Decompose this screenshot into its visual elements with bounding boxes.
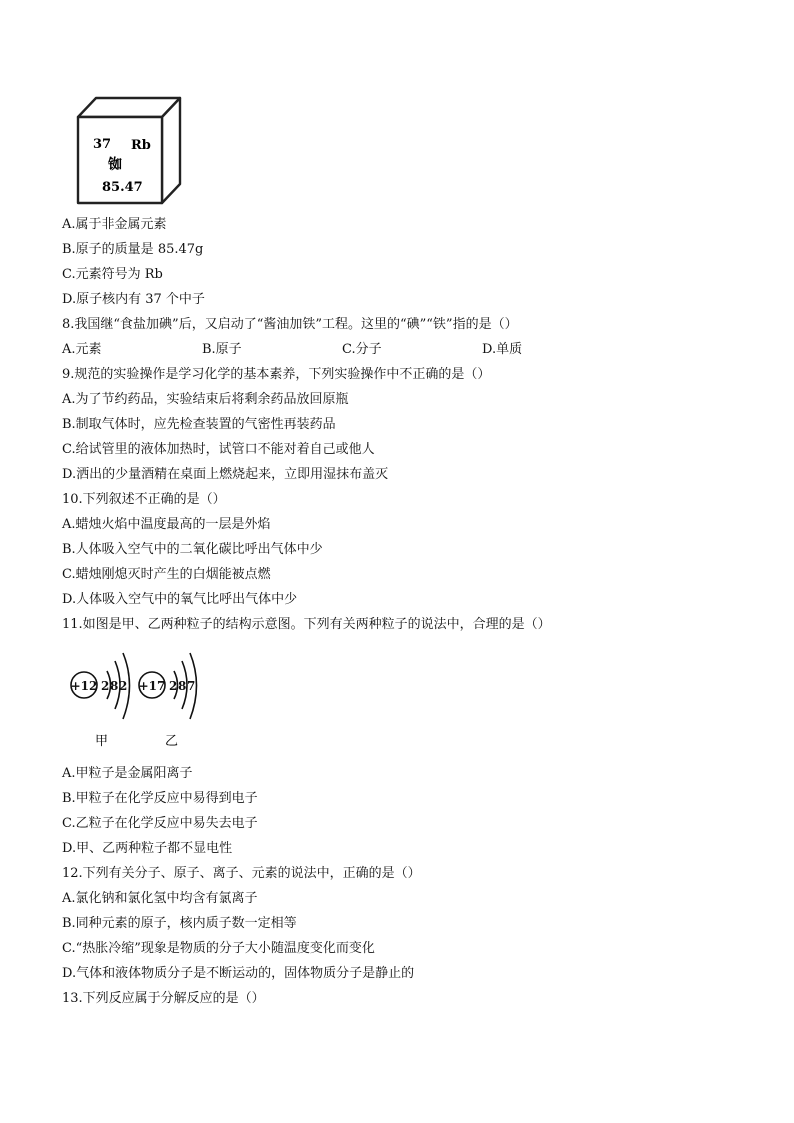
q9-option-b: B.制取气体时，应先检查装置的气密性再装药品 <box>62 417 336 432</box>
particle-structure-diagram <box>62 645 222 755</box>
q7-option-a: A.属于非金属元素 <box>62 217 167 232</box>
particle-jia-label: 甲 <box>95 734 109 749</box>
q10-stem: 10.下列叙述不正确的是（） <box>62 492 226 507</box>
q12-option-c: C.“热胀冷缩”现象是物质的分子大小随温度变化而变化 <box>62 941 375 956</box>
q11-option-d: D.甲、乙两种粒子都不显电性 <box>62 841 233 856</box>
q8-option-a: A.元素 <box>62 342 102 357</box>
q12-option-b: B.同种元素的原子，核内质子数一定相等 <box>62 916 297 931</box>
q9-option-a: A.为了节约药品，实验结束后将剩余药品放回原瓶 <box>62 392 349 407</box>
q9-option-d: D.洒出的少量酒精在桌面上燃烧起来，立即用湿抹布盖灭 <box>62 467 389 482</box>
q11-option-a: A.甲粒子是金属阳离子 <box>62 766 193 781</box>
q7-option-d: D.原子核内有 37 个中子 <box>62 292 205 307</box>
element-symbol: Rb <box>131 138 151 153</box>
q11-option-b: B.甲粒子在化学反应中易得到电子 <box>62 791 258 806</box>
particle-yi-electron-2: 8 <box>178 679 187 693</box>
q9-stem: 9.规范的实验操作是学习化学的基本素养，下列实验操作中不正确的是（） <box>62 367 491 382</box>
particle-yi-nucleus: +17 <box>138 679 166 693</box>
q8-stem: 8.我国继“食盐加碘”后，又启动了“酱油加铁”工程。这里的“碘”“铁”指的是（） <box>62 317 518 332</box>
element-atomic-number: 37 <box>93 137 112 152</box>
q8-option-c: C.分子 <box>342 342 382 357</box>
q8-option-b: B.原子 <box>202 342 242 357</box>
q10-option-a: A.蜡烛火焰中温度最高的一层是外焰 <box>62 517 271 532</box>
particle-jia-electron-3: 2 <box>119 679 128 693</box>
q12-option-d: D.气体和液体物质分子是不断运动的，固体物质分子是静止的 <box>62 966 415 981</box>
particle-yi-label: 乙 <box>165 734 179 749</box>
element-name: 铷 <box>108 157 122 173</box>
q9-option-c: C.给试管里的液体加热时，试管口不能对着自己或他人 <box>62 442 375 457</box>
element-card-figure <box>70 92 188 210</box>
particle-jia-electron-1: 2 <box>101 679 110 693</box>
q8-option-d: D.单质 <box>482 342 523 357</box>
q10-option-b: B.人体吸入空气中的二氧化碳比呼出气体中少 <box>62 542 323 557</box>
particle-jia-electron-2: 8 <box>110 679 119 693</box>
q11-stem: 11.如图是甲、乙两种粒子的结构示意图。下列有关两种粒子的说法中，合理的是（） <box>62 617 551 632</box>
q13-stem: 13.下列反应属于分解反应的是（） <box>62 991 265 1006</box>
q7-option-c: C.元素符号为 Rb <box>62 267 163 282</box>
q11-option-c: C.乙粒子在化学反应中易失去电子 <box>62 816 258 831</box>
q7-option-b: B.原子的质量是 85.47g <box>62 242 204 257</box>
q12-option-a: A.氯化钠和氯化氢中均含有氯离子 <box>62 891 258 906</box>
particle-yi-electron-3: 7 <box>187 679 196 693</box>
element-mass: 85.47 <box>102 180 143 195</box>
q10-option-c: C.蜡烛刚熄灭时产生的白烟能被点燃 <box>62 567 271 582</box>
q10-option-d: D.人体吸入空气中的氧气比呼出气体中少 <box>62 592 298 607</box>
particle-jia-nucleus: +12 <box>70 679 98 693</box>
particle-yi-electron-1: 2 <box>169 679 178 693</box>
q12-stem: 12.下列有关分子、原子、离子、元素的说法中，正确的是（） <box>62 866 421 881</box>
